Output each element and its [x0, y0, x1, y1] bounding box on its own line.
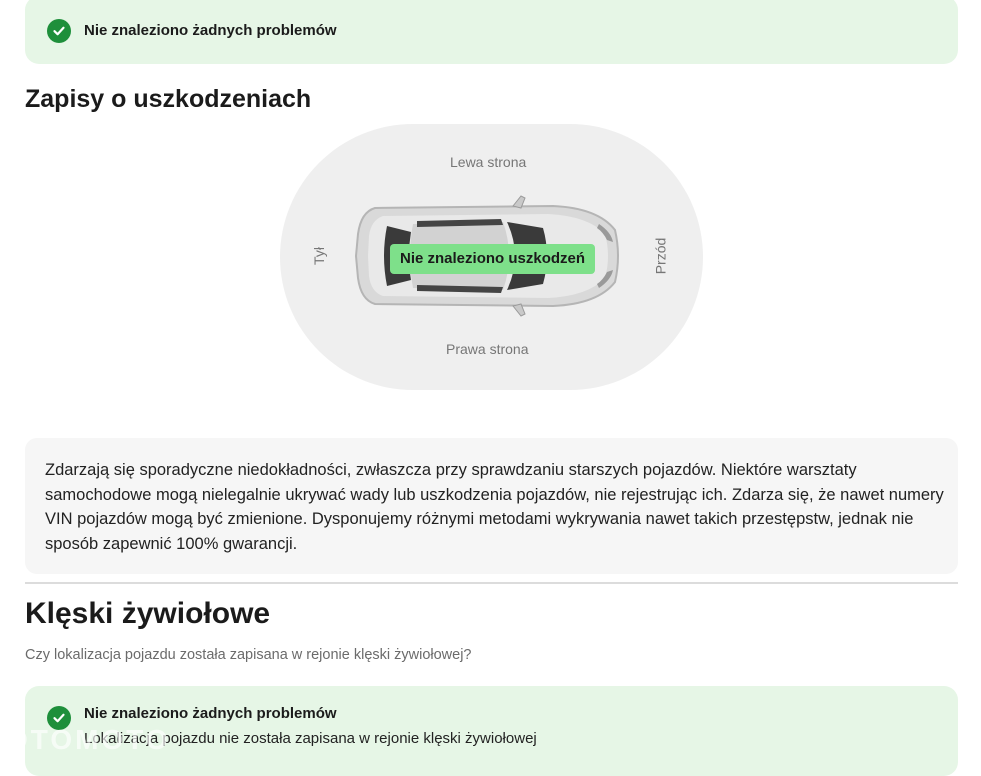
natural-disasters-heading: Klęski żywiołowe [25, 597, 271, 630]
notice-text: Zdarzają się sporadyczne niedokładności, zwłaszcza przy sprawdzaniu starszych pojazdów. Niektóre warsztaty samochodowe mogą nielegalnie ukrywać wady lub uszkodzenia pojazdów, nie rejestrując ich. Zdarza się, że nawet numery VIN pojazdów mogą być zmienione. Dysponujemy różnymi metodami wykrywania nawet takich przestępstw, jednak nie sposób zapewnić 100% gwarancji. [45, 461, 944, 553]
banner-detail: Lokalizacja pojazdu nie została zapisana w rejonie klęski żywiołowej [84, 730, 537, 747]
banner-title: Nie znaleziono żadnych problemów [84, 705, 337, 722]
check-circle-icon [47, 19, 71, 43]
front-label: Przód [652, 237, 669, 275]
watermark-logo: OTOMOTO [6, 724, 171, 755]
no-damage-badge: Nie znaleziono uszkodzeń [390, 244, 595, 274]
section-divider [25, 582, 958, 584]
accuracy-notice [25, 438, 958, 574]
damage-records-heading: Zapisy o uszkodzeniach [25, 85, 312, 113]
right-side-label: Prawa strona [446, 341, 529, 357]
banner-title: Nie znaleziono żadnych problemów [84, 22, 337, 39]
disaster-subtitle: Czy lokalizacja pojazdu została zapisana w rejonie klęski żywiołowej? [25, 647, 472, 663]
no-problems-banner [25, 0, 958, 64]
left-side-label: Lewa strona [450, 154, 527, 170]
car-damage-diagram [280, 124, 703, 390]
rear-label: Tył [310, 247, 327, 265]
